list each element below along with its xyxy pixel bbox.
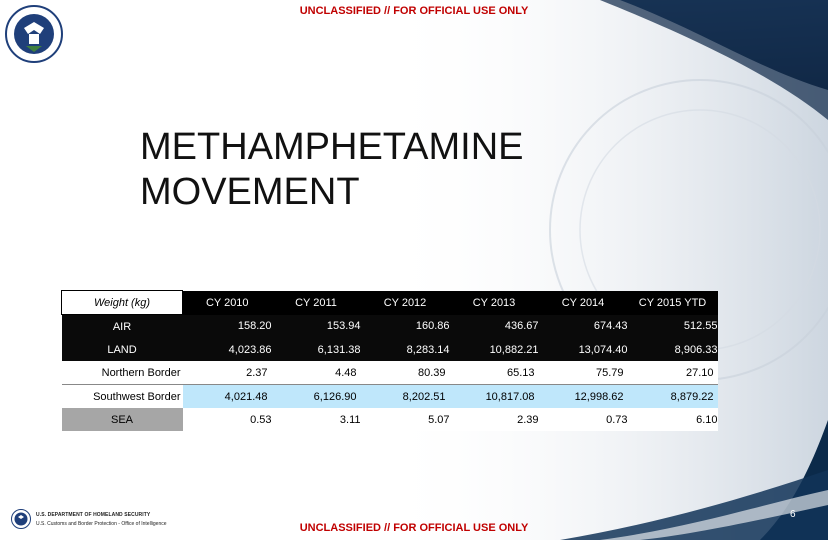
table-cell: 13,074.40 <box>539 338 628 361</box>
dhs-seal-icon <box>4 4 64 64</box>
row-label: SEA <box>62 408 183 431</box>
page-number: 6 <box>790 509 796 520</box>
column-header: CY 2013 <box>450 291 539 315</box>
table-cell: 10,817.08 <box>450 385 539 409</box>
column-header: CY 2014 <box>539 291 628 315</box>
table-cell: 6,126.90 <box>272 385 361 409</box>
table-cell: 27.10 <box>628 361 718 385</box>
table-row-southwest-border <box>62 385 718 409</box>
table-cell: 153.94 <box>272 315 361 339</box>
table-cell: 5.07 <box>361 408 450 431</box>
table-cell: 0.73 <box>539 408 628 431</box>
methamphetamine-table <box>61 290 718 431</box>
column-header: CY 2010 <box>183 291 272 315</box>
table-cell: 2.37 <box>183 361 272 385</box>
table-cell: 158.20 <box>183 315 272 339</box>
row-label: LAND <box>62 338 183 361</box>
table-cell: 2.39 <box>450 408 539 431</box>
table-cell: 10,882.21 <box>450 338 539 361</box>
table-row-sea <box>62 408 718 431</box>
classification-banner-bottom: UNCLASSIFIED // FOR OFFICIAL USE ONLY <box>299 522 529 534</box>
table-cell: 4,021.48 <box>183 385 272 409</box>
footer-agency: U.S. Customs and Border Protection - Office of Intelligence <box>36 521 167 527</box>
table-header-row <box>62 291 718 315</box>
table-cell: 8,202.51 <box>361 385 450 409</box>
table-cell: 6,131.38 <box>272 338 361 361</box>
title-line-1: METHAMPHETAMINE <box>140 126 524 168</box>
table-row-land <box>62 338 718 361</box>
title-line-2: MOVEMENT <box>140 171 360 213</box>
table-cell: 4,023.86 <box>183 338 272 361</box>
table-row-northern-border <box>62 361 718 385</box>
table-cell: 8,283.14 <box>361 338 450 361</box>
table-cell: 8,906.33 <box>628 338 718 361</box>
table-cell: 6.10 <box>628 408 718 431</box>
table-cell: 12,998.62 <box>539 385 628 409</box>
table-corner-label: Weight (kg) <box>62 291 183 315</box>
table-cell: 512.55 <box>628 315 718 339</box>
table-cell: 80.39 <box>361 361 450 385</box>
table-row-air <box>62 315 718 339</box>
page-title <box>140 125 524 215</box>
table-cell: 3.11 <box>272 408 361 431</box>
column-header: CY 2012 <box>361 291 450 315</box>
row-label: Southwest Border <box>62 385 183 409</box>
table-cell: 8,879.22 <box>628 385 718 409</box>
table-cell: 65.13 <box>450 361 539 385</box>
table-cell: 674.43 <box>539 315 628 339</box>
footer-department: U.S. DEPARTMENT OF HOMELAND SECURITY <box>36 512 151 518</box>
row-label: Northern Border <box>62 361 183 385</box>
column-header: CY 2011 <box>272 291 361 315</box>
classification-banner-top: UNCLASSIFIED // FOR OFFICIAL USE ONLY <box>299 5 529 17</box>
column-header: CY 2015 YTD <box>628 291 718 315</box>
table-cell: 436.67 <box>450 315 539 339</box>
table-cell: 75.79 <box>539 361 628 385</box>
table-cell: 0.53 <box>183 408 272 431</box>
row-label: AIR <box>62 315 183 339</box>
table-cell: 4.48 <box>272 361 361 385</box>
table-cell: 160.86 <box>361 315 450 339</box>
